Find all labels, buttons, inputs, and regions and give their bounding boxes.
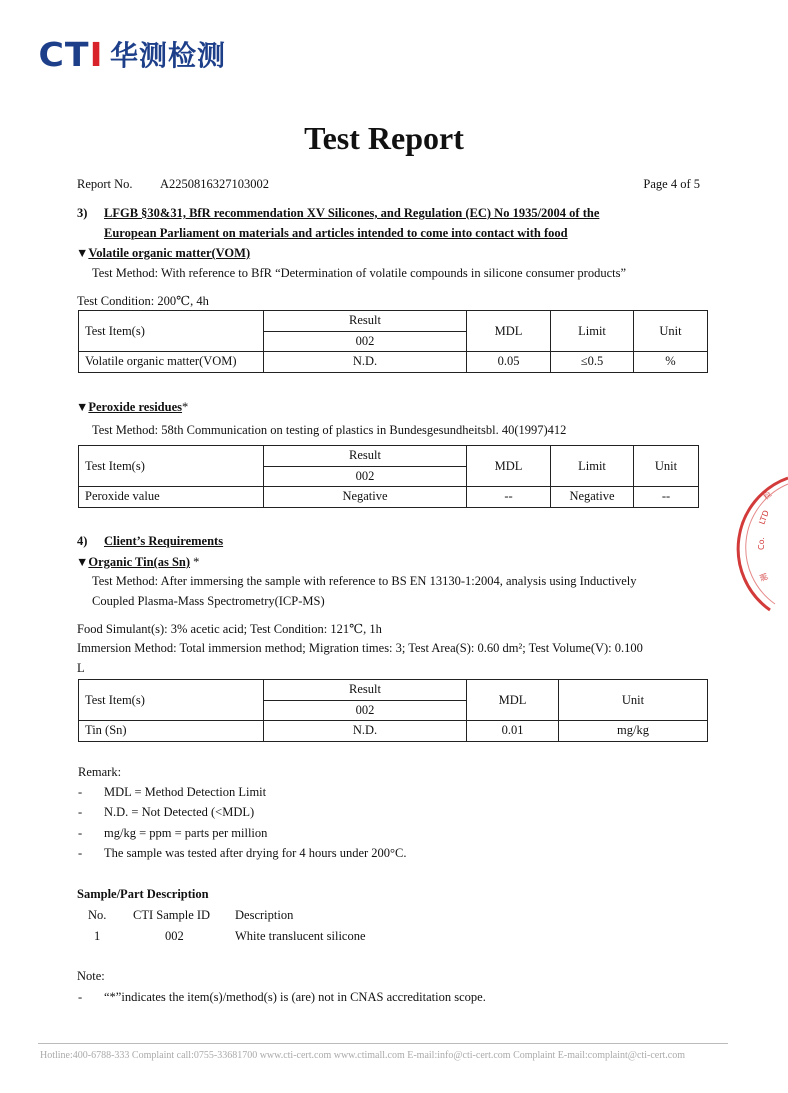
remark-item: MDL = Method Detection Limit: [104, 785, 267, 799]
cell-mdl: 0.05: [467, 352, 551, 373]
report-no-label: Report No.: [77, 177, 133, 191]
peroxide-heading: ▼Peroxide residues*: [76, 400, 189, 414]
page-title: Test Report: [304, 120, 464, 156]
list-item: -: [78, 785, 83, 799]
triangle-marker-icon: ▼: [76, 555, 89, 569]
sample-col-desc: Description: [235, 908, 294, 922]
cell-item: Tin (Sn): [79, 721, 264, 742]
header-mdl: MDL: [467, 311, 551, 352]
remark-item: N.D. = Not Detected (<MDL): [104, 805, 255, 819]
cell-unit: mg/kg: [559, 721, 708, 742]
vom-method: Test Method: With reference to BfR “Determination of volatile compounds in silicone consumer products”: [92, 266, 627, 280]
sample-row-id: 002: [165, 929, 184, 943]
header-sample-id: 002: [264, 700, 467, 721]
header-limit: Limit: [551, 311, 634, 352]
cell-result: N.D.: [264, 721, 467, 742]
header-sample-id: 002: [264, 466, 467, 487]
header-test-item: Test Item(s): [79, 311, 264, 352]
header-unit: Unit: [634, 446, 699, 487]
header-mdl: MDL: [467, 680, 559, 721]
section3-number: 3): [77, 206, 88, 220]
svg-text:测: 测: [758, 571, 770, 583]
vom-condition: Test Condition: 200℃, 4h: [77, 294, 209, 308]
vom-heading: ▼Volatile organic matter(VOM): [76, 246, 251, 260]
svg-text:LTD: LTD: [757, 509, 771, 526]
header-result: Result: [264, 680, 467, 701]
section4-heading: Client’s Requirements: [104, 534, 224, 548]
list-item: -: [78, 805, 83, 819]
cell-unit: --: [634, 487, 699, 508]
tin-method-line1: Test Method: After immersing the sample with reference to BS EN 13130-1:2004, analysis using Inductively: [92, 574, 637, 588]
sample-col-id: CTI Sample ID: [133, 908, 211, 922]
remark-item: mg/kg = ppm = parts per million: [104, 826, 268, 840]
tin-immersion-line1: Immersion Method: Total immersion method; Migration times: 3; Test Area(S): 0.60 dm²; Test Volume(V): 0.100: [77, 641, 643, 655]
cell-unit: %: [634, 352, 708, 373]
header-unit: Unit: [559, 680, 708, 721]
table-row: [79, 487, 699, 508]
header-mdl: MDL: [467, 446, 551, 487]
header-limit: Limit: [551, 446, 634, 487]
tin-simulant: Food Simulant(s): 3% acetic acid; Test Condition: 121℃, 1h: [77, 622, 382, 636]
table-row: [79, 352, 708, 373]
cell-mdl: 0.01: [467, 721, 559, 742]
tin-method-line2: Coupled Plasma-Mass Spectrometry(ICP-MS): [92, 594, 325, 608]
header-result: Result: [264, 311, 467, 332]
cell-limit: ≤0.5: [551, 352, 634, 373]
header-test-item: Test Item(s): [79, 446, 264, 487]
report-no-value: A2250816327103002: [160, 177, 270, 191]
tin-table: [78, 679, 708, 742]
page-number: Page 4 of 5: [643, 177, 700, 191]
cell-item: Volatile organic matter(VOM): [79, 352, 264, 373]
cell-result: N.D.: [264, 352, 467, 373]
list-item: -: [78, 846, 83, 860]
table-row: [79, 721, 708, 742]
remark-label: Remark:: [78, 765, 122, 779]
section3-heading-line2: European Parliament on materials and articles intended to come into contact with food: [104, 226, 568, 240]
tin-heading: ▼Organic Tin(as Sn) *: [76, 555, 200, 569]
footer-divider: [38, 1043, 728, 1044]
vom-table: [78, 310, 708, 373]
header-unit: Unit: [634, 311, 708, 352]
cell-result: Negative: [264, 487, 467, 508]
cell-mdl: --: [467, 487, 551, 508]
triangle-marker-icon: ▼: [76, 400, 89, 414]
sample-col-no: No.: [88, 908, 107, 922]
svg-text:Co.: Co.: [757, 537, 766, 550]
peroxide-table: [78, 445, 699, 508]
list-item: -: [78, 826, 83, 840]
svg-text:检: 检: [761, 489, 774, 502]
header-result: Result: [264, 446, 467, 467]
sample-row-no: 1: [94, 929, 101, 943]
note-item: “*”indicates the item(s)/method(s) is (are) not in CNAS accreditation scope.: [104, 990, 486, 1004]
logo-chinese: 华测检测: [110, 39, 227, 72]
company-logo: [40, 34, 226, 74]
logo-latin: CTI: [38, 34, 104, 74]
tin-immersion-line2: L: [77, 661, 85, 675]
note-label: Note:: [77, 969, 105, 983]
header-test-item: Test Item(s): [79, 680, 264, 721]
triangle-marker-icon: ▼: [76, 246, 89, 260]
sample-heading: Sample/Part Description: [77, 887, 209, 901]
header-sample-id: 002: [264, 331, 467, 352]
cell-item: Peroxide value: [79, 487, 264, 508]
section4-number: 4): [77, 534, 88, 548]
remark-item: The sample was tested after drying for 4 hours under 200°C.: [104, 846, 407, 860]
sample-row-desc: White translucent silicone: [235, 929, 366, 943]
section3-heading-line1: LFGB §30&31, BfR recommendation XV Silicones, and Regulation (EC) No 1935/2004 of the: [104, 206, 600, 220]
seal-stamp-icon: [748, 470, 788, 620]
footer-contact: Hotline:400-6788-333 Complaint call:0755-33681700 www.cti-cert.com www.ctimall.com E-mail:info@cti-cert.com Complaint E-mail:complaint@cti-cert.com: [40, 1050, 686, 1061]
peroxide-method: Test Method: 58th Communication on testing of plastics in Bundesgesundheitsbl. 40(1997)412: [92, 423, 567, 437]
list-item: -: [78, 990, 83, 1004]
cell-limit: Negative: [551, 487, 634, 508]
